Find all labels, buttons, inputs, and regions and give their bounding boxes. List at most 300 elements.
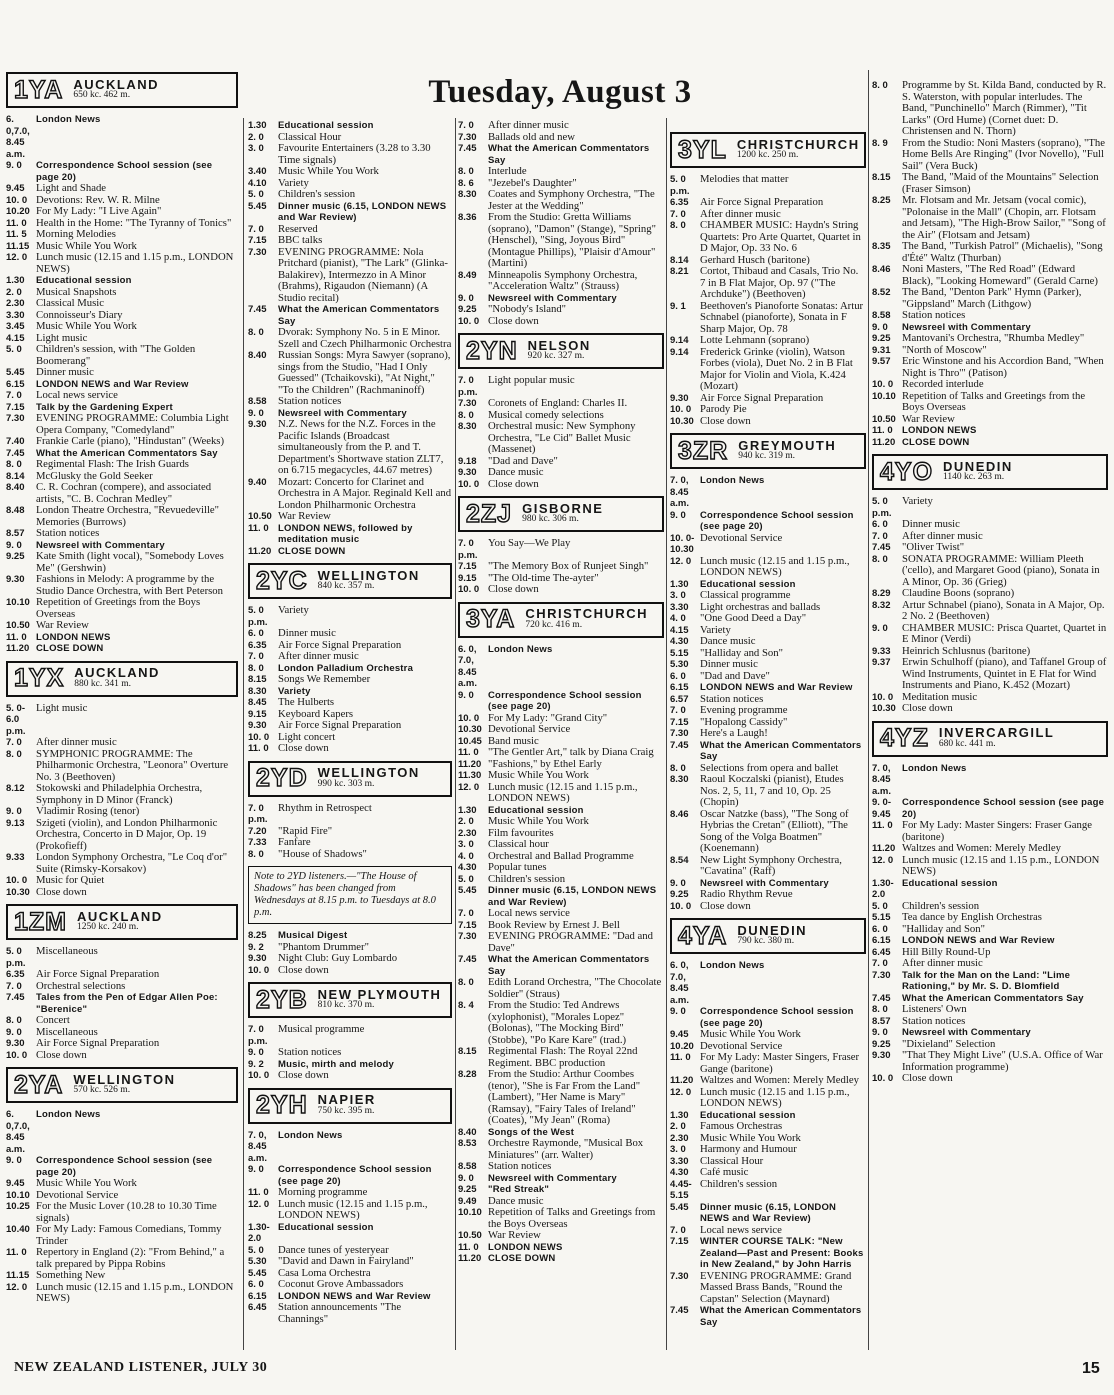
entry-time: 7.45	[248, 304, 267, 315]
entry-description: LONDON NEWS	[902, 425, 977, 436]
entry-time: 6. 0	[872, 519, 888, 530]
entry-time: 5. 0	[248, 189, 264, 200]
entry-description: Radio Rhythm Revue	[700, 888, 793, 900]
entry-time: 8.52	[872, 287, 891, 298]
schedule-entry	[458, 908, 664, 920]
column-4	[670, 126, 866, 1386]
entry-time: 1.30	[670, 578, 689, 590]
entry-time: 11. 0	[248, 1187, 269, 1198]
station-header-1yx	[6, 661, 238, 697]
schedule-entry	[670, 1305, 866, 1328]
entry-description: Tea dance by English Orchestras	[902, 911, 1042, 923]
entry-description: Repetition of Greetings from the Boys Overseas	[36, 596, 201, 620]
entry-time: 9.14	[670, 335, 689, 346]
station-schedule-3ya	[458, 644, 664, 1265]
entry-description: Harmony and Humour	[700, 1143, 797, 1155]
schedule-entry	[6, 1224, 238, 1247]
entry-description: Meditation music	[902, 690, 978, 703]
entry-description: Coronets of England: Charles II.	[488, 397, 628, 409]
entry-time: 9. 0	[248, 1047, 264, 1058]
entry-description: Air Force Signal Preparation	[700, 391, 824, 404]
schedule-entry	[872, 1050, 1108, 1073]
entry-time: 3.30	[670, 1155, 689, 1167]
entry-time: 10. 0	[670, 900, 692, 912]
entry-time: 1.30	[458, 804, 477, 816]
station-city: CHRISTCHURCH	[736, 136, 860, 152]
schedule-entry	[248, 1199, 452, 1222]
station-city: AUCKLAND	[77, 908, 163, 924]
entry-description: LONDON NEWS	[36, 631, 111, 643]
station-header-3ya	[458, 602, 664, 638]
schedule-entry	[872, 935, 1108, 947]
entry-description: London News	[278, 1129, 343, 1141]
schedule-entry	[872, 496, 1108, 519]
entry-time: 11. 0	[248, 522, 269, 534]
schedule-entry	[670, 960, 866, 1006]
entry-time: 8.32	[872, 599, 891, 611]
station-frequency: 980 kc. 306 m.	[522, 514, 579, 524]
schedule-entry	[670, 889, 866, 901]
entry-description: Frankie Carle (piano), "Hindustan" (Weeks)	[36, 435, 225, 447]
entry-description: Air Force Signal Preparation	[278, 638, 402, 651]
schedule-entry	[248, 201, 452, 224]
schedule-entry	[6, 551, 238, 574]
station-frequency: 810 kc. 370 m.	[317, 1000, 375, 1010]
entry-time: 8.53	[458, 1138, 477, 1149]
entry-description: Devotional Service	[700, 1039, 783, 1052]
entry-description: CLOSE DOWN	[488, 1253, 556, 1264]
schedule-entry	[458, 120, 664, 132]
entry-time: 8.29	[872, 588, 891, 599]
station-header-2yh	[248, 1088, 452, 1124]
entry-time: 1.30	[670, 1109, 689, 1121]
entry-time: 10.45	[458, 735, 482, 747]
entry-time: 7.15	[670, 1236, 689, 1247]
entry-time: 3.30	[670, 601, 689, 613]
schedule-entry	[248, 1164, 452, 1187]
entry-time: 8.58	[248, 396, 267, 407]
entry-time: 8. 0	[248, 662, 264, 674]
entry-description: Lunch music (12.15 and 1.15 p.m., LONDON NEWS)	[700, 1085, 850, 1109]
entry-description: Dinner music (6.15, LONDON NEWS and War Review)	[278, 200, 447, 223]
entry-description: LONDON NEWS and War Review	[700, 682, 853, 693]
entry-description: Correspondence School session (see page 20)	[700, 509, 854, 532]
entry-description: Dance music	[488, 466, 544, 478]
entry-time: 10.20	[670, 1040, 694, 1052]
entry-description: Health in the Home: "The Tyranny of Tonics"	[36, 216, 232, 229]
entry-description: Educational session	[278, 1221, 374, 1233]
entry-description: What the American Commentators Say	[488, 143, 650, 166]
entry-time: 9. 0	[6, 1155, 22, 1166]
entry-description: Russian Songs: Myra Sawyer (soprano), sings from the Studio, "Had I Only Guessed" (Tchaikovski), "At Night," "To the Children" (Rachmaninoff)	[278, 349, 451, 396]
entry-time: 11.20	[670, 1075, 694, 1086]
station-call-sign: 3ZR	[678, 436, 729, 465]
entry-time: 7. 0 p.m.	[248, 1024, 268, 1047]
entry-description: Correspondence School session (see page 20)	[36, 160, 213, 183]
entry-time: 9. 0	[872, 1027, 888, 1038]
schedule-entry	[248, 189, 452, 201]
entry-description: What the American Commentators Say	[902, 992, 1084, 1004]
entry-time: 10. 0	[872, 379, 894, 390]
entry-description: "Oliver Twist"	[902, 541, 965, 553]
entry-description: Artur Schnabel (piano), Sonata in A Major, Op. 2 No. 2 (Beethoven)	[902, 598, 1105, 622]
schedule-entry	[872, 843, 1108, 855]
entry-time: 7. 0 p.m.	[248, 802, 268, 825]
entry-description: Music While You Work	[278, 165, 379, 177]
entry-description: Variety	[278, 176, 309, 189]
entry-time: 11. 0	[670, 1052, 691, 1063]
entry-description: Variety	[902, 495, 933, 507]
entry-description: Favourite Entertainers (3.28 to 3.30 Time signals)	[278, 142, 431, 166]
entry-time: 3.30	[6, 309, 25, 321]
entry-time: 5.45	[248, 1267, 267, 1279]
entry-description: Children's session, with "The Golden Boomerang"	[36, 343, 196, 367]
entry-time: 7.15	[6, 401, 25, 413]
entry-time: 7. 0	[6, 980, 22, 992]
schedule-entry	[670, 335, 866, 347]
schedule-entry	[6, 992, 238, 1015]
entry-time: 5.15	[670, 647, 689, 659]
entry-time: 8. 6	[458, 177, 474, 189]
entry-time: 2. 0	[248, 131, 264, 143]
schedule-entry	[458, 166, 664, 178]
entry-time: 7. 0	[248, 223, 264, 235]
entry-time: 9.40	[248, 476, 267, 488]
schedule-entry	[6, 160, 238, 183]
station-schedule-2yd	[248, 803, 452, 861]
entry-description: Orchestral selections	[36, 979, 126, 992]
entry-time: 4.15	[670, 624, 689, 636]
entry-description: Music While You Work	[700, 1028, 801, 1040]
schedule-entry	[670, 1121, 866, 1133]
schedule-entry	[872, 763, 1108, 798]
schedule-entry	[6, 1201, 238, 1224]
entry-time: 9.15	[248, 708, 267, 720]
schedule-entry	[248, 720, 452, 732]
entry-description: Station notices	[700, 692, 764, 705]
entry-time: 3. 0	[248, 143, 264, 154]
entry-description: Close down	[488, 477, 539, 490]
schedule-entry	[6, 321, 238, 333]
entry-description: Film favourites	[488, 826, 554, 839]
entry-description: EVENING PROGRAMME: "Dad and Dave"	[488, 930, 653, 954]
entry-description: "Dad and Dave"	[488, 454, 558, 467]
entry-description: Dinner music	[278, 627, 336, 639]
schedule-entry	[6, 1247, 238, 1270]
entry-time: 8.48	[6, 505, 25, 516]
entry-time: 7.40	[6, 436, 25, 447]
entry-description: Correspondence School session (see page 20)	[488, 689, 642, 712]
entry-time: 7. 0	[670, 1224, 686, 1236]
schedule-entry	[6, 1282, 238, 1305]
entry-description: Classical hour	[488, 838, 549, 850]
entry-time: 9.30	[458, 467, 477, 478]
entry-description: CLOSE DOWN	[278, 545, 346, 557]
entry-description: For My Lady: Famous Comedians, Tommy Trinder	[36, 1223, 222, 1247]
column-1	[6, 66, 238, 1326]
schedule-entry	[6, 1015, 238, 1027]
entry-description: Music While You Work	[488, 815, 589, 827]
entry-description: Educational session	[700, 578, 796, 590]
entry-time: 8.30	[670, 774, 689, 785]
entry-description: Correspondence School session (see page 20)	[36, 1155, 213, 1178]
entry-time: 8.40	[6, 482, 25, 493]
schedule-entry	[670, 613, 866, 625]
station-city: AUCKLAND	[74, 665, 160, 680]
entry-description: N.Z. News for the N.Z. Forces in the Pacific Islands (Broadcast simultaneously from the P. and T. Department's Shortwave station ZLT7, on 6.715 megacycles, 44.67 metres)	[278, 418, 444, 476]
entry-description: Dance music	[488, 1194, 544, 1207]
entry-description: Something New	[36, 1269, 106, 1281]
schedule-entry	[458, 690, 664, 713]
entry-time: 11. 0	[872, 820, 893, 831]
entry-time: 8. 0	[248, 848, 264, 860]
entry-time: 6.35	[670, 197, 689, 208]
station-frequency: 720 kc. 416 m.	[525, 619, 583, 630]
entry-time: 5. 0	[248, 1244, 264, 1256]
entry-description: EVENING PROGRAMME: Grand Massed Brass Bands, "Round the Capstan" Selection (Maynard)	[700, 1269, 852, 1305]
entry-time: 3.40	[248, 166, 267, 177]
entry-time: 7.15	[458, 919, 477, 931]
entry-description: Close down	[36, 1048, 87, 1061]
entry-description: Music While You Work	[36, 1177, 137, 1189]
station-frequency: 1140 kc. 263 m.	[943, 472, 1005, 482]
entry-description: Hill Billy Round-Up	[902, 945, 991, 958]
entry-description: Station notices	[902, 1014, 966, 1027]
entry-time: 8. 0	[872, 1004, 888, 1015]
entry-time: 11. 0	[248, 743, 269, 754]
schedule-entry	[6, 1178, 238, 1190]
entry-time: 8. 9	[872, 137, 888, 149]
entry-description: After dinner music	[902, 529, 983, 542]
schedule-entry	[458, 874, 664, 886]
schedule-entry	[872, 195, 1108, 241]
schedule-entry	[6, 505, 238, 528]
entry-description: Correspondence School session (see page 20)	[700, 1006, 854, 1029]
entry-description: Classical Music	[36, 297, 104, 309]
entry-time: 10.50	[872, 413, 896, 425]
entry-time: 5.45	[670, 1201, 689, 1213]
entry-time: 9.30	[872, 1050, 891, 1061]
schedule-entry	[872, 1073, 1108, 1085]
entry-description: Newsreel with Commentary	[700, 877, 829, 889]
schedule-entry	[458, 398, 664, 410]
schedule-entry	[458, 1161, 664, 1173]
entry-description: After dinner music	[902, 957, 983, 969]
entry-description: Variety	[278, 604, 309, 616]
entry-description: What the American Commentators Say	[488, 954, 650, 977]
schedule-entry	[458, 839, 664, 851]
schedule-entry	[458, 316, 664, 328]
schedule-entry	[248, 511, 452, 523]
entry-time: 8.15	[248, 674, 267, 685]
entry-description: Recorded interlude	[902, 378, 984, 390]
entry-time: 7. 0	[670, 208, 686, 220]
entry-time: 8.14	[6, 470, 25, 482]
entry-description: War Review	[278, 510, 331, 522]
schedule-entry	[872, 310, 1108, 322]
station-call-sign: 3YA	[466, 605, 516, 633]
schedule-entry	[6, 783, 238, 806]
schedule-entry	[6, 818, 238, 853]
schedule-entry	[872, 855, 1108, 878]
entry-time: 9.57	[872, 356, 891, 367]
entry-description: Miscellaneous	[36, 1025, 98, 1038]
page-title: Tuesday, August 3	[428, 74, 692, 110]
entry-description: SONATA PROGRAMME: William Pleeth ('cello), and Margaret Good (piano), Sonata in A Minor, Op. 36 (Grieg)	[902, 552, 1100, 588]
entry-description: Songs of the West	[488, 1126, 575, 1138]
station-call-sign: 4YZ	[880, 724, 929, 752]
schedule-entry	[872, 924, 1108, 936]
entry-description: Minneapolis Symphony Orchestra, "Acceleration Waltz" (Strauss)	[488, 268, 638, 292]
entry-time: 8.15	[872, 172, 891, 183]
station-city: GISBORNE	[522, 500, 604, 516]
schedule-entry	[872, 1027, 1108, 1039]
entry-description: Lunch music (12.15 and 1.15 p.m., LONDON NEWS)	[36, 1280, 234, 1304]
entry-description: Music While You Work	[36, 320, 137, 332]
schedule-entry	[6, 114, 238, 160]
entry-time: 7.45	[670, 1305, 689, 1316]
entry-description: London Palladium Orchestra	[278, 662, 414, 674]
column-divider	[666, 118, 667, 1350]
entry-time: 7. 0	[458, 120, 474, 131]
entry-time: 8.54	[670, 854, 689, 866]
entry-description: Educational session	[902, 877, 998, 889]
entry-description: For My Lady: "Grand City"	[488, 711, 608, 724]
entry-time: 8.57	[6, 528, 25, 539]
station-call-sign: 2YD	[256, 764, 308, 792]
entry-description: Musical comedy selections	[488, 408, 604, 421]
entry-time: 8.30	[458, 421, 477, 432]
entry-time: 6.45	[248, 1302, 267, 1313]
entry-description: Connoisseur's Diary	[36, 308, 123, 321]
station-call-sign: 1ZM	[14, 907, 67, 936]
entry-time: 2. 0	[458, 816, 474, 827]
entry-description: Air Force Signal Preparation	[700, 196, 824, 208]
station-schedule-2ya-continued	[248, 120, 452, 557]
entry-description: Newsreel with Commentary	[36, 539, 165, 551]
entry-description: Dance music	[700, 635, 756, 647]
entry-description: Musical programme	[278, 1023, 365, 1035]
entry-description: "North of Moscow"	[902, 343, 987, 356]
entry-description: "Dixieland" Selection	[902, 1037, 996, 1050]
schedule-entry	[872, 437, 1108, 449]
schedule-entry	[872, 703, 1108, 715]
entry-time: 10. 0	[248, 1070, 270, 1081]
entry-time: 10. 0-10.30	[670, 532, 695, 555]
entry-description: The Band, "Maid of the Mountains" Selection (Fraser Simson)	[902, 171, 1099, 195]
entry-time: 10. 0	[458, 315, 480, 327]
entry-time: 9. 0	[670, 1006, 686, 1017]
entry-description: New Light Symphony Orchestra, "Cavatina" (Raff)	[700, 853, 842, 877]
entry-time: 1.30	[6, 275, 25, 286]
station-schedule-4ya-continued	[872, 80, 1108, 448]
schedule-entry	[670, 705, 866, 717]
entry-time: 12. 0	[6, 1281, 28, 1293]
station-schedule-2yh-continued	[458, 120, 664, 327]
entry-description: Talk for the Man on the Land: "Lime Rationing," by Mr. S. D. Blomfield	[902, 969, 1071, 992]
entry-description: Mozart: Concerto for Clarinet and Orchestra in A Major. Reginald Kell and London Philharmonic Orchestra	[278, 475, 452, 511]
station-frequency: 570 kc. 526 m.	[73, 1085, 131, 1095]
entry-description: Interlude	[488, 165, 527, 177]
entry-time: 8.14	[670, 254, 689, 266]
entry-time: 9.33	[6, 852, 25, 863]
schedule-entry	[6, 183, 238, 195]
entry-time: 9.25	[670, 889, 689, 900]
schedule-entry	[670, 1271, 866, 1306]
entry-time: 9.45	[6, 183, 25, 194]
entry-description: Devotional Service	[488, 723, 571, 735]
entry-time: 10.30	[458, 724, 482, 735]
entry-time: 10. 0	[6, 1049, 28, 1061]
entry-time: 9. 1	[670, 300, 686, 312]
schedule-entry	[6, 1155, 238, 1178]
schedule-entry	[670, 590, 866, 602]
entry-description: Fashions in Melody: A programme by the Studio Dance Orchestra, with Bert Peterson	[36, 573, 223, 597]
schedule-entry	[872, 958, 1108, 970]
schedule-entry	[6, 969, 238, 981]
entry-time: 4. 0	[458, 850, 474, 862]
entry-time: 1.30	[248, 120, 267, 131]
entry-description: Light popular music	[488, 374, 575, 386]
entry-time: 8.35	[872, 241, 891, 252]
entry-description: "House of Shadows"	[278, 847, 367, 860]
schedule-entry	[458, 977, 664, 1000]
entry-description: For My Lady: Master Singers: Fraser Gange (baritone)	[902, 819, 1092, 843]
entry-description: "Rapid Fire"	[278, 824, 333, 837]
station-header-2ya	[6, 1067, 238, 1103]
entry-description: Close down	[700, 899, 751, 912]
schedule-entry	[248, 1279, 452, 1291]
schedule-entry	[6, 749, 238, 784]
entry-time: 8. 0	[248, 327, 264, 338]
entry-description: After dinner music	[700, 207, 781, 220]
entry-description: Songs We Remember	[278, 673, 371, 685]
schedule-entry	[458, 270, 664, 293]
entry-time: 8.12	[6, 783, 25, 794]
entry-description: Air Force Signal Preparation	[36, 1037, 160, 1049]
entry-description: Music While You Work	[36, 239, 137, 252]
entry-description: Lunch music (12.15 and 1.15 p.m., LONDON NEWS)	[278, 1197, 428, 1221]
entry-time: 7. 0	[6, 737, 22, 748]
entry-time: 6.35	[6, 969, 25, 980]
schedule-entry	[6, 887, 238, 899]
entry-description: Selections from opera and ballet	[700, 761, 839, 774]
schedule-entry	[872, 333, 1108, 345]
entry-description: Correspondence School session (see page 20)	[278, 1164, 432, 1187]
entry-description: Local news service	[36, 389, 118, 401]
entry-time: 6.15	[248, 1290, 267, 1302]
schedule-entry	[248, 1302, 452, 1325]
schedule-entry	[670, 855, 866, 878]
entry-description: Waltzes and Women: Merely Medley	[902, 842, 1061, 854]
entry-description: Educational session	[488, 804, 584, 816]
schedule-entry	[670, 197, 866, 209]
entry-description: "The Gentler Art," talk by Diana Craig	[488, 746, 654, 758]
schedule-entry	[248, 1256, 452, 1268]
entry-description: What the American Commentators Say	[700, 1305, 862, 1328]
schedule-entry	[872, 542, 1108, 554]
schedule-entry	[6, 946, 238, 969]
entry-time: 10.40	[6, 1224, 30, 1235]
entry-time: 8.25	[872, 195, 891, 206]
entry-description: The Band, "Turkish Patrol" (Michaelis), "Song d'Été" Waltz (Thurban)	[902, 240, 1103, 264]
schedule-entry	[458, 782, 664, 805]
schedule-entry	[6, 620, 238, 632]
entry-description: Music for Quiet	[36, 874, 105, 886]
schedule-entry	[670, 740, 866, 763]
entry-description: Ballads old and new	[488, 130, 575, 143]
entry-time: 8.40	[458, 1126, 477, 1138]
